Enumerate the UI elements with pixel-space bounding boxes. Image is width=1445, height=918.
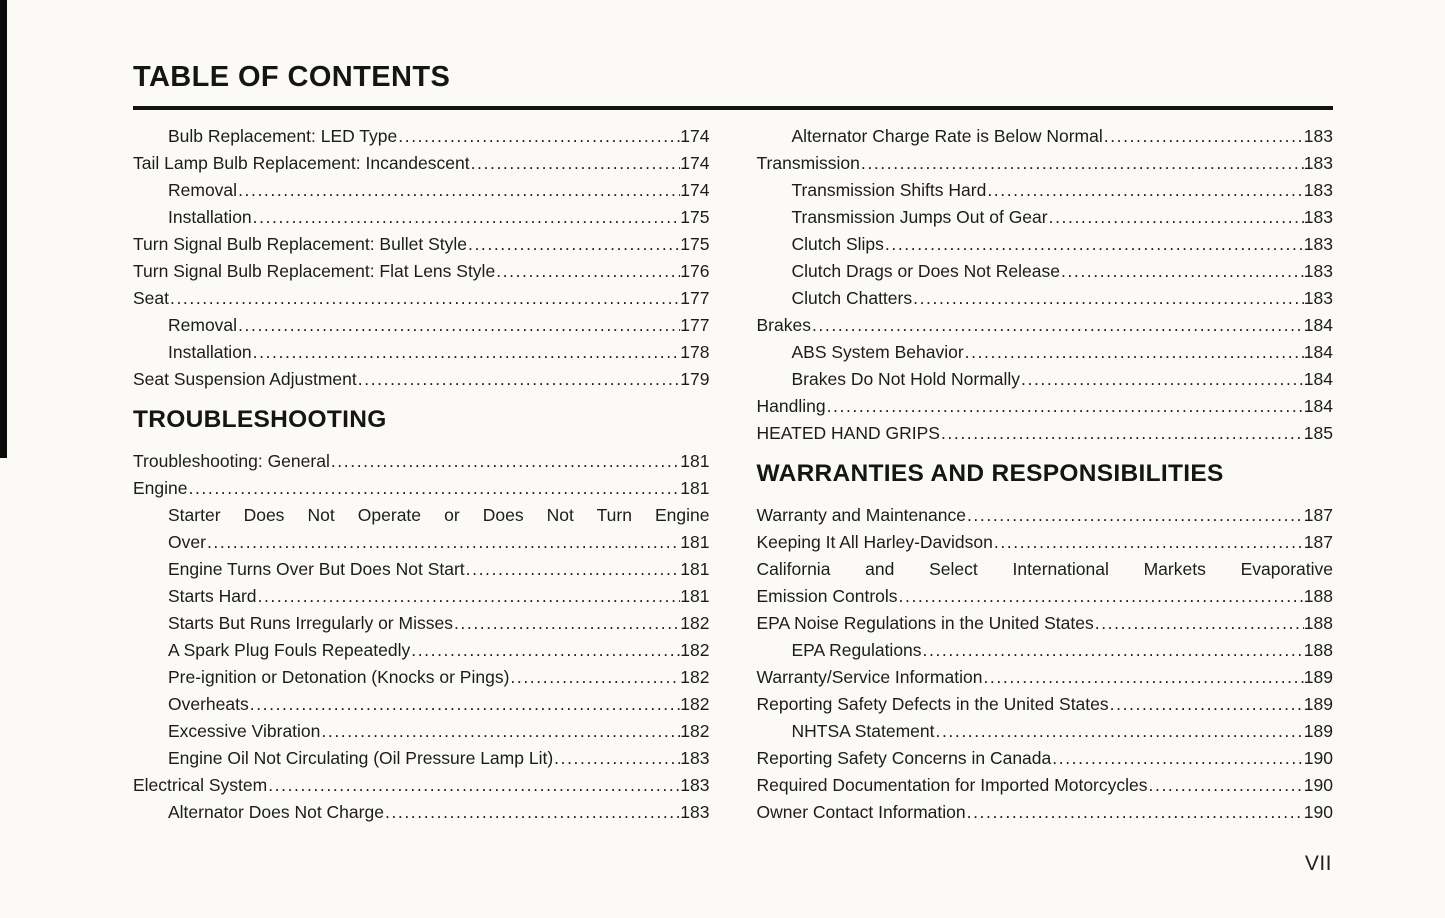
dot-leader [922, 637, 1304, 664]
toc-entry-page: 174 [680, 126, 710, 146]
toc-entry [757, 556, 1334, 610]
toc-entry-row [133, 448, 710, 475]
toc-entry-label: Required Documentation for Imported Motorcycles [756, 775, 1148, 795]
toc-entry-page: 179 [680, 369, 710, 389]
toc-entry-row [168, 339, 710, 366]
toc-entry-page: 175 [680, 234, 710, 254]
dot-leader [169, 285, 680, 312]
toc-entry [133, 556, 710, 583]
page-title: TABLE OF CONTENTS [133, 61, 451, 93]
toc-entry [133, 502, 710, 556]
toc-entry-label: ABS System Behavior [791, 342, 964, 362]
toc-entry-label: Brakes Do Not Hold Normally [791, 369, 1021, 389]
toc-entry-label: Reporting Safety Concerns in Canada [756, 748, 1052, 768]
toc-entry-label: Over [168, 532, 206, 552]
dot-leader [1148, 772, 1304, 799]
toc-entry-row [757, 312, 1334, 339]
toc-entry-label-line1: California and Select International Markets Evaporative [756, 559, 1333, 579]
dot-leader [884, 231, 1304, 258]
dot-leader [206, 529, 680, 556]
toc-entry-page: 183 [1303, 288, 1333, 308]
toc-entry-label: Clutch Chatters [791, 288, 913, 308]
toc-entry-page: 174 [680, 180, 710, 200]
toc-entry [133, 637, 710, 664]
toc-entry [757, 502, 1334, 529]
toc-entry-row [792, 285, 1334, 312]
dot-leader [410, 637, 680, 664]
toc-entry [757, 366, 1334, 393]
toc-entry [757, 664, 1334, 691]
toc-entry-row [792, 123, 1334, 150]
toc-column-left [133, 123, 710, 826]
toc-entry-label: Turn Signal Bulb Replacement: Flat Lens Style [133, 261, 496, 281]
dot-leader [1109, 691, 1304, 718]
toc-columns [133, 123, 1333, 826]
dot-leader [982, 664, 1303, 691]
dot-leader [1020, 366, 1304, 393]
toc-entry-row [792, 637, 1334, 664]
toc-entry [133, 583, 710, 610]
toc-entry-page: 181 [680, 586, 710, 606]
toc-entry [757, 204, 1334, 231]
toc-entry-page: 181 [680, 532, 710, 552]
toc-entry-label: HEATED HAND GRIPS [756, 423, 940, 443]
toc-entry-page: 183 [680, 802, 710, 822]
toc-entry-page: 184 [1303, 369, 1333, 389]
toc-entry-label: Clutch Slips [791, 234, 884, 254]
toc-entry-label: Engine Turns Over But Does Not Start [168, 559, 465, 579]
toc-entry-row [757, 393, 1334, 420]
toc-entry-page: 182 [680, 613, 710, 633]
dot-leader [237, 177, 680, 204]
dot-leader [252, 204, 681, 231]
toc-entry [133, 745, 710, 772]
toc-entry-label: Warranty/Service Information [756, 667, 983, 687]
toc-entry-label: Engine Oil Not Circulating (Oil Pressure Lamp Lit) [168, 748, 554, 768]
toc-entry-label-line1: Starter Does Not Operate or Does Not Turn Engine [168, 505, 710, 525]
dot-leader [465, 556, 681, 583]
dot-leader [330, 448, 680, 475]
dot-leader [966, 799, 1304, 826]
toc-entry-row [133, 150, 710, 177]
section-heading: WARRANTIES AND RESPONSIBILITIES [756, 460, 1224, 487]
toc-entry [757, 285, 1334, 312]
toc-entry-row [757, 502, 1334, 529]
toc-entry [133, 366, 710, 393]
toc-entry-row [757, 799, 1334, 826]
toc-entry-page: 183 [680, 748, 710, 768]
toc-entry-row [133, 475, 710, 502]
toc-entry-row [168, 204, 710, 231]
toc-entry [757, 339, 1334, 366]
toc-entry-label: Owner Contact Information [756, 802, 966, 822]
toc-entry [757, 420, 1334, 447]
dot-leader [252, 339, 681, 366]
toc-entry [133, 610, 710, 637]
toc-entry-page: 182 [680, 694, 710, 714]
toc-entry [133, 204, 710, 231]
toc-entry [133, 312, 710, 339]
toc-entry-page: 187 [1303, 505, 1333, 525]
toc-entry-row [168, 583, 710, 610]
toc-entry-page: 181 [680, 451, 710, 471]
dot-leader [993, 529, 1304, 556]
toc-entry-row [168, 529, 710, 556]
dot-leader [467, 231, 680, 258]
dot-leader [470, 150, 681, 177]
toc-entry [133, 123, 710, 150]
dot-leader [966, 502, 1304, 529]
toc-entry-page: 187 [1303, 532, 1333, 552]
toc-entry-label: Pre-ignition or Detonation (Knocks or Pings) [168, 667, 510, 687]
toc-entry-page: 183 [1303, 261, 1333, 281]
toc-entry-label: Bulb Replacement: LED Type [168, 126, 398, 146]
toc-entry-row [757, 583, 1334, 610]
toc-entry [757, 637, 1334, 664]
dot-leader [553, 745, 680, 772]
toc-entry-row [792, 339, 1334, 366]
toc-entry-label: Reporting Safety Defects in the United States [756, 694, 1109, 714]
toc-entry-label: Electrical System [133, 775, 268, 795]
toc-entry-label: Overheats [168, 694, 249, 714]
toc-entry-row [168, 691, 710, 718]
toc-entry-row [792, 366, 1334, 393]
toc-entry-label: Removal [168, 180, 238, 200]
toc-column-right [757, 123, 1334, 826]
toc-entry-page: 184 [1303, 315, 1333, 335]
toc-entry-row [168, 718, 710, 745]
toc-entry-row [168, 312, 710, 339]
toc-entry-row [757, 745, 1334, 772]
dot-leader [1060, 258, 1304, 285]
toc-entry-row [168, 177, 710, 204]
dot-leader [986, 177, 1303, 204]
dot-leader [964, 339, 1304, 366]
dot-leader [249, 691, 681, 718]
toc-entry-row [168, 664, 710, 691]
toc-entry-row [792, 204, 1334, 231]
toc-entry [133, 475, 710, 502]
toc-entry-page: 184 [1303, 396, 1333, 416]
toc-entry-label: Alternator Charge Rate is Below Normal [791, 126, 1103, 146]
toc-entry-label: Removal [168, 315, 238, 335]
toc-entry-label: Transmission Jumps Out of Gear [791, 207, 1048, 227]
dot-leader [1048, 204, 1304, 231]
toc-entry-page: 190 [1303, 802, 1333, 822]
toc-entry-label: Transmission Shifts Hard [791, 180, 987, 200]
section-heading: TROUBLESHOOTING [133, 406, 387, 433]
toc-entry-label: Installation [168, 207, 252, 227]
dot-leader [934, 718, 1303, 745]
toc-entry-label: Starts But Runs Irregularly or Misses [168, 613, 453, 633]
toc-entry [133, 448, 710, 475]
toc-entry-row [168, 556, 710, 583]
toc-entry [133, 718, 710, 745]
toc-entry-row [168, 745, 710, 772]
toc-entry [133, 231, 710, 258]
toc-entry-row [757, 150, 1334, 177]
toc-entry [133, 664, 710, 691]
toc-entry-page: 183 [1303, 234, 1333, 254]
toc-entry-row [168, 799, 710, 826]
page-number: VII [1304, 852, 1332, 875]
toc-entry [757, 231, 1334, 258]
dot-leader [188, 475, 681, 502]
toc-entry [133, 691, 710, 718]
toc-entry [133, 772, 710, 799]
dot-leader [940, 420, 1304, 447]
toc-entry-label: A Spark Plug Fouls Repeatedly [168, 640, 411, 660]
toc-entry-label: Handling [756, 396, 826, 416]
toc-entry-row [757, 610, 1334, 637]
toc-entry-label: Alternator Does Not Charge [168, 802, 384, 822]
dot-leader [257, 583, 681, 610]
toc-entry-page: 188 [1303, 586, 1333, 606]
toc-entry [133, 258, 710, 285]
toc-entry [757, 772, 1334, 799]
toc-entry-label: Installation [168, 342, 252, 362]
toc-entry-page: 178 [680, 342, 710, 362]
toc-entry-label: Seat Suspension Adjustment [133, 369, 357, 389]
toc-entry-page: 189 [1303, 721, 1333, 741]
toc-entry-row [168, 123, 710, 150]
dot-leader [1051, 745, 1304, 772]
toc-entry-row [757, 420, 1334, 447]
toc-entry [757, 258, 1334, 285]
toc-entry-label: NHTSA Statement [791, 721, 935, 741]
toc-entry-row [168, 637, 710, 664]
dot-leader [898, 583, 1304, 610]
toc-entry-label: Tail Lamp Bulb Replacement: Incandescent [133, 153, 470, 173]
toc-entry-page: 177 [680, 315, 710, 335]
title-rule [133, 106, 1333, 110]
toc-entry-page: 181 [680, 559, 710, 579]
toc-entry [757, 529, 1334, 556]
toc-entry-row [168, 610, 710, 637]
toc-entry-page: 190 [1303, 748, 1333, 768]
toc-entry-page: 177 [680, 288, 710, 308]
toc-entry-page: 188 [1303, 613, 1333, 633]
scan-artifact-left-edge [0, 0, 7, 458]
toc-entry [133, 150, 710, 177]
toc-entry-row [757, 772, 1334, 799]
toc-entry [757, 745, 1334, 772]
toc-entry [133, 177, 710, 204]
toc-entry-page: 188 [1303, 640, 1333, 660]
toc-entry [757, 312, 1334, 339]
toc-entry-label: Troubleshooting: General [133, 451, 330, 471]
toc-entry-page: 183 [680, 775, 710, 795]
toc-entry-label: EPA Noise Regulations in the United States [756, 613, 1094, 633]
dot-leader [826, 393, 1304, 420]
dot-leader [453, 610, 680, 637]
toc-entry-label: EPA Regulations [791, 640, 922, 660]
dot-leader [320, 718, 680, 745]
toc-entry-label: Warranty and Maintenance [756, 505, 966, 525]
toc-entry [757, 150, 1334, 177]
toc-entry-page: 182 [680, 721, 710, 741]
toc-entry-page: 183 [1303, 126, 1333, 146]
toc-entry [757, 799, 1334, 826]
dot-leader [397, 123, 680, 150]
toc-entry-page: 176 [680, 261, 710, 281]
toc-entry-row [133, 366, 710, 393]
toc-entry-row [792, 177, 1334, 204]
toc-entry-row [133, 231, 710, 258]
toc-entry-page: 182 [680, 667, 710, 687]
toc-entry-page: 189 [1303, 694, 1333, 714]
toc-entry [757, 691, 1334, 718]
dot-leader [811, 312, 1304, 339]
toc-entry-row [133, 772, 710, 799]
dot-leader [495, 258, 680, 285]
toc-entry-row [792, 258, 1334, 285]
toc-entry-page: 190 [1303, 775, 1333, 795]
dot-leader [267, 772, 680, 799]
toc-entry [757, 610, 1334, 637]
toc-entry-label: Keeping It All Harley-Davidson [756, 532, 993, 552]
toc-entry-label: Turn Signal Bulb Replacement: Bullet Style [133, 234, 467, 254]
toc-entry-row [133, 285, 710, 312]
toc-entry [757, 393, 1334, 420]
toc-entry-label: Brakes [756, 315, 811, 335]
toc-entry [133, 285, 710, 312]
toc-entry-label: Engine [133, 478, 188, 498]
dot-leader [237, 312, 680, 339]
toc-entry [757, 718, 1334, 745]
dot-leader [384, 799, 680, 826]
toc-entry-page: 181 [680, 478, 710, 498]
toc-entry-label: Starts Hard [168, 586, 257, 606]
toc-entry-row [792, 718, 1334, 745]
toc-entry-page: 183 [1303, 180, 1333, 200]
dot-leader [1094, 610, 1304, 637]
toc-entry-row [133, 258, 710, 285]
dot-leader [912, 285, 1304, 312]
toc-entry-page: 182 [680, 640, 710, 660]
dot-leader [1103, 123, 1304, 150]
toc-entry-label: Excessive Vibration [168, 721, 321, 741]
toc-entry [133, 339, 710, 366]
toc-entry-label: Emission Controls [756, 586, 898, 606]
toc-entry [757, 123, 1334, 150]
toc-entry-page: 189 [1303, 667, 1333, 687]
toc-entry-page: 183 [1303, 153, 1333, 173]
toc-entry-row [757, 664, 1334, 691]
toc-entry-page: 185 [1303, 423, 1333, 443]
toc-entry-row [757, 691, 1334, 718]
toc-entry-label: Transmission [756, 153, 860, 173]
toc-entry-page: 184 [1303, 342, 1333, 362]
toc-entry-row [757, 529, 1334, 556]
toc-entry-page: 183 [1303, 207, 1333, 227]
toc-entry-label: Clutch Drags or Does Not Release [791, 261, 1060, 281]
toc-entry-row [792, 231, 1334, 258]
toc-entry-page: 175 [680, 207, 710, 227]
toc-entry [133, 799, 710, 826]
dot-leader [860, 150, 1304, 177]
toc-entry-page: 174 [680, 153, 710, 173]
dot-leader [509, 664, 680, 691]
toc-entry-label: Seat [133, 288, 169, 308]
dot-leader [357, 366, 681, 393]
toc-entry [757, 177, 1334, 204]
